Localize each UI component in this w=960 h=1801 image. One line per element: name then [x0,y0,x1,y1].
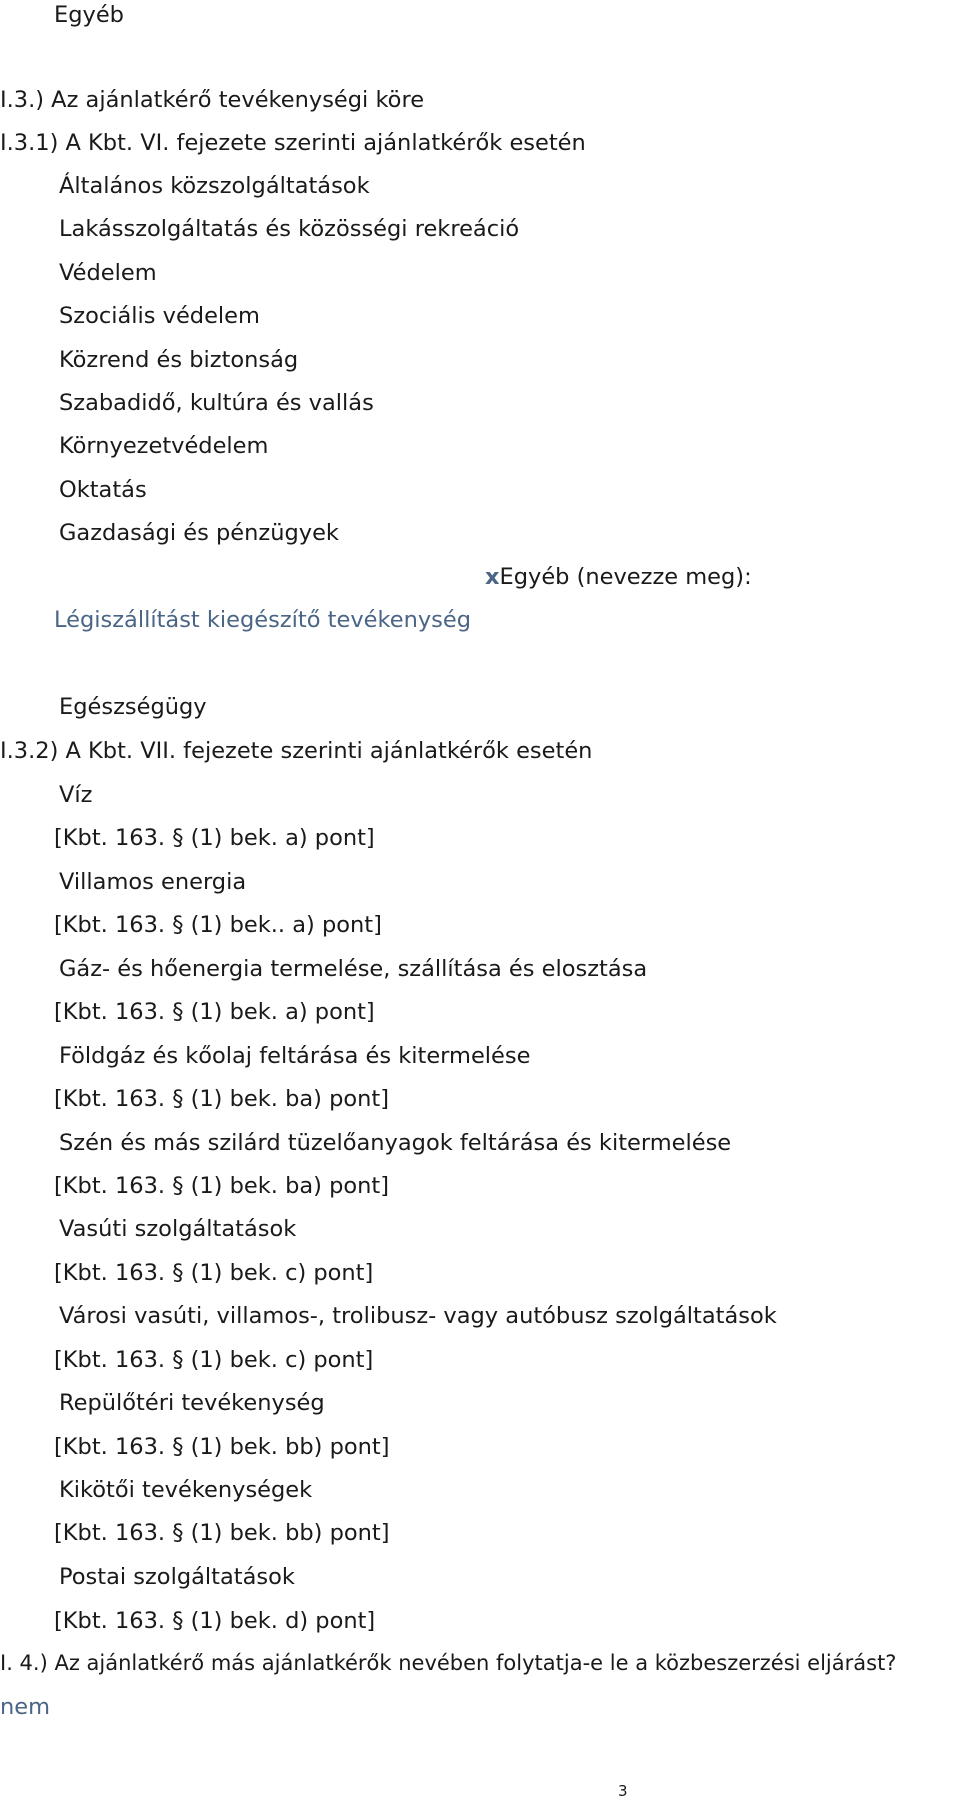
page-number: 3 [618,1782,628,1800]
section-1-3-1-heading: I.3.1) A Kbt. VI. fejezete szerinti ajánlatkérők esetén [0,130,586,156]
sector-label: Vasúti szolgáltatások [59,1216,297,1242]
activity-option: Szociális védelem [59,303,260,329]
section-1-4-question: I. 4.) Az ajánlatkérő más ajánlatkérők nevében folytatja-e le a közbeszerzési eljárást? [0,1651,897,1675]
activity-option: Oktatás [59,477,147,503]
other-option-value: Légiszállítást kiegészítő tevékenység [54,607,471,633]
activity-option: Környezetvédelem [59,433,269,459]
sector-reference: [Kbt. 163. § (1) bek. bb) pont] [54,1520,390,1546]
sector-reference: [Kbt. 163. § (1) bek. ba) pont] [54,1173,389,1199]
sector-label: Városi vasúti, villamos-, trolibusz- vagy autóbusz szolgáltatások [59,1303,777,1329]
sector-label: Földgáz és kőolaj feltárása és kitermelése [59,1043,531,1069]
sector-reference: [Kbt. 163. § (1) bek. ba) pont] [54,1086,389,1112]
section-1-3-heading: I.3.) Az ajánlatkérő tevékenységi köre [0,87,425,113]
activity-option: Egészségügy [59,694,207,720]
other-option-label: Egyéb (nevezze meg): [499,564,752,590]
sector-reference: [Kbt. 163. § (1) bek. c) pont] [54,1260,374,1286]
sector-label: Víz [59,782,93,808]
sector-reference: [Kbt. 163. § (1) bek. c) pont] [54,1347,374,1373]
activity-option: Lakásszolgáltatás és közösségi rekreáció [59,216,520,242]
section-1-4-answer: nem [0,1694,51,1720]
sector-reference: [Kbt. 163. § (1) bek. a) pont] [54,825,375,851]
sector-reference: [Kbt. 163. § (1) bek. d) pont] [54,1608,376,1634]
top-option: Egyéb [54,2,124,28]
activity-option: Védelem [59,260,157,286]
section-1-3-2-heading: I.3.2) A Kbt. VII. fejezete szerinti ajánlatkérők esetén [0,738,593,764]
other-option [485,566,752,589]
sector-label: Villamos energia [59,869,247,895]
activity-option: Közrend és biztonság [59,347,299,373]
sector-reference: [Kbt. 163. § (1) bek. a) pont] [54,999,375,1025]
activity-option: Szabadidő, kultúra és vallás [59,390,374,416]
activity-option: Gazdasági és pénzügyek [59,520,339,546]
activity-option: Általános közszolgáltatások [59,173,370,199]
sector-label: Szén és más szilárd tüzelőanyagok feltárása és kitermelése [59,1130,732,1156]
sector-reference: [Kbt. 163. § (1) bek. bb) pont] [54,1434,390,1460]
sector-label: Gáz- és hőenergia termelése, szállítása és elosztása [59,956,648,982]
checked-mark: x [485,564,500,590]
sector-label: Kikötői tevékenységek [59,1477,313,1503]
sector-reference: [Kbt. 163. § (1) bek.. a) pont] [54,912,382,938]
sector-label: Repülőtéri tevékenység [59,1390,325,1416]
sector-label: Postai szolgáltatások [59,1564,295,1590]
